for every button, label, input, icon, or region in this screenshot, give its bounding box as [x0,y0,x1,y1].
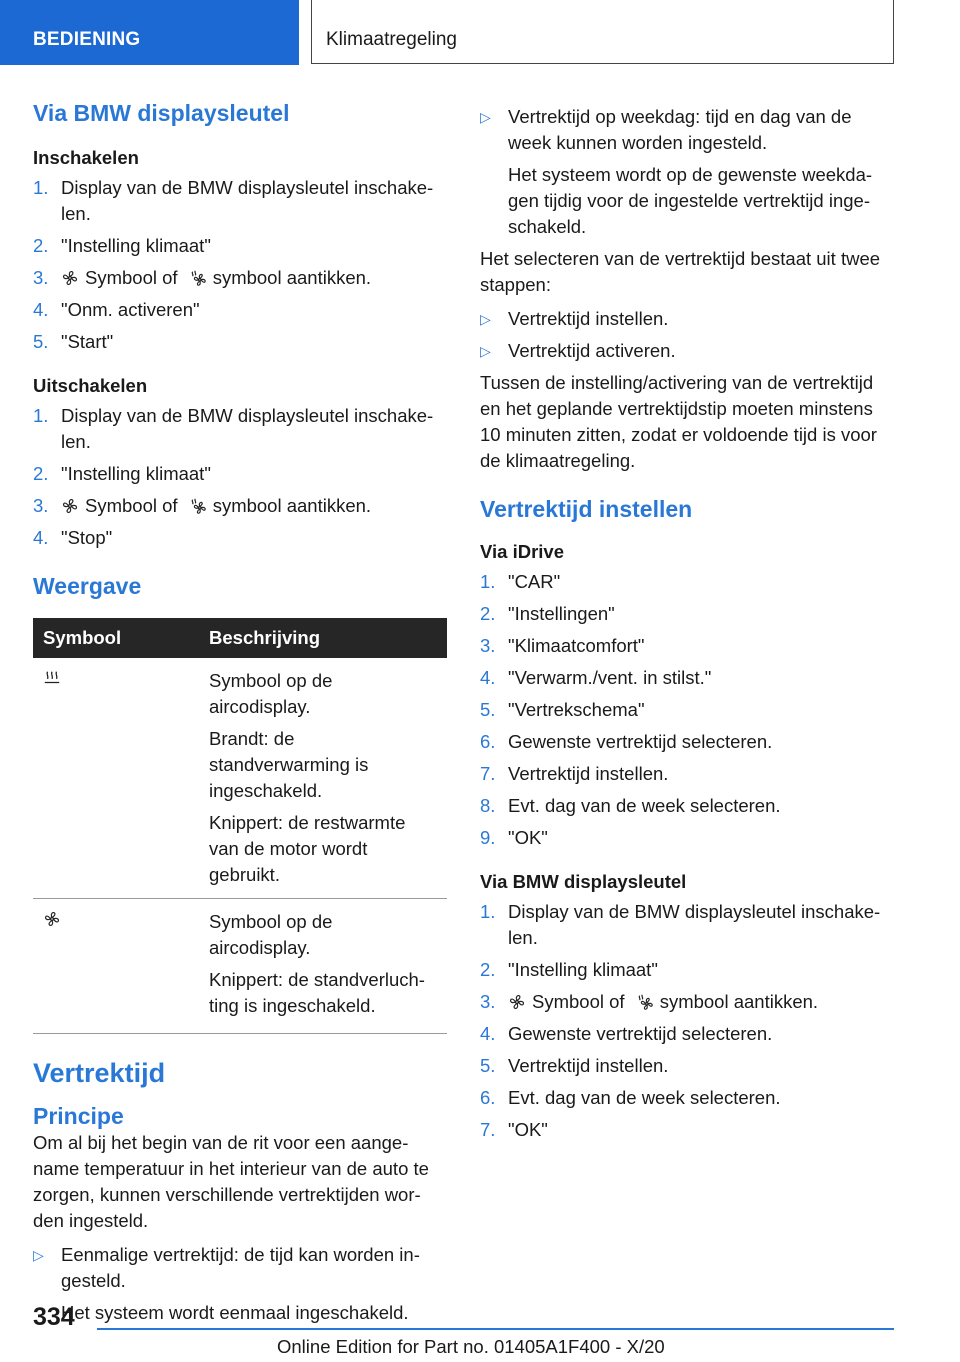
ventilation-icon [61,269,79,287]
ventilation-icon [508,993,526,1011]
left-column [33,100,447,1332]
list-item: 6. Evt. dag van de week selecteren. [480,1087,781,1108]
list-item: 3. Symbool of symbool aantikken. [33,267,372,288]
list-item: 7. "OK" [480,1119,548,1140]
list-item: 7. Vertrektijd instellen. [480,763,669,784]
list-item: ▷ Eenmalige vertrektijd: de tijd kan worden in-gesteld. Het systeem wordt eenmaal ingeschakeld. [33,1244,420,1323]
set-title: Vertrektijd instellen [480,496,693,522]
chapter-tab [311,0,894,64]
principle-text: Om al bij het begin van de rit voor een aange-name temperatuur in het interieur van de auto te zorgen, kunnen verschillende vertrektijden wor-den ingesteld. [33,1132,429,1231]
table-row: Symbool op de aircodisplay. Knippert: de standverluch-ting is ingeschakeld. [33,899,447,1034]
list-item: 8. Evt. dag van de week selecteren. [480,795,781,816]
heating-ventilation-icon [189,497,207,515]
switch-on-title: Inschakelen [33,147,139,168]
bullet-icon: ▷ [33,1247,44,1263]
idrive-title: Via iDrive [480,541,564,562]
list-item: 5. Vertrektijd instellen. [480,1055,669,1076]
ventilation-icon [61,497,79,515]
list-item: ▷ Vertrektijd instellen. [480,306,896,332]
list-item: 3. Symbool of symbool aantikken. [33,495,372,516]
edition-text: Online Edition for Part no. 01405A1F400 - X/20 [277,1336,665,1357]
list-item: 1. Display van de BMW displaysleutel inschake-len. [33,405,434,452]
switch-on-steps [33,175,447,355]
list-item: ▷ Vertrektijd op weekdag: tijd en dag van de week kunnen worden ingesteld. Het systeem wordt op de gewenste weekda-gen tijdig voor de ingestelde vertrektijd inge-schakeld. [480,106,873,237]
note-text: Tussen de instelling/activering van de vertrektijd en het geplande vertrektijdstip moeten minstens 10 minuten zitten, zodat er voldoende tijd is voor de klimaatregeling. [480,372,877,471]
bullet-icon: ▷ [480,109,491,125]
table-header: Symbool [33,618,199,658]
heating-icon [43,669,61,687]
departure-type-list [33,1242,447,1326]
two-steps-text: Het selecteren van de vertrektijd bestaat uit twee stappen: [480,248,881,295]
list-item: 3. Symbool of symbool aantikken. [480,991,819,1012]
bullet-icon: ▷ [480,343,491,359]
list-item: 1. Display van de BMW displaysleutel inschake-len. [33,177,434,224]
key-steps [480,899,896,1143]
departure-type-list-cont [480,104,896,240]
list-item: 4. "Verwarm./vent. in stilst." [480,667,712,688]
list-item: 9. "OK" [480,827,548,848]
page-number: 334 [33,1303,75,1331]
list-item: 4. Gewenste vertrektijd selecteren. [480,1023,773,1044]
display-title: Weergave [33,573,142,599]
list-item: 5. "Vertrekschema" [480,699,645,720]
section-tab [0,0,299,65]
switch-off-title: Uitschakelen [33,375,148,396]
section-label: BEDIENING [33,29,141,50]
list-item: 2. "Instelling klimaat" [480,959,658,980]
list-item: 2. "Instelling klimaat" [33,235,211,256]
heating-ventilation-icon [189,269,207,287]
key-title: Via BMW displaysleutel [480,871,687,892]
list-item: 3. "Klimaatcomfort" [480,635,645,656]
list-item: 4. "Stop" [33,527,113,548]
switch-off-steps [33,403,447,551]
list-item: 2. "Instellingen" [480,603,615,624]
list-item: 1. "CAR" [480,571,561,592]
heating-ventilation-icon [636,993,654,1011]
idrive-steps [480,569,896,851]
departure-title: Vertrektijd [33,1058,166,1088]
list-item: 4. "Onm. activeren" [33,299,200,320]
table-row: Symbool op de aircodisplay. Brandt: de standverwarming is ingeschakeld. Knippert: de restwarmte van de motor wordt gebruikt. [33,658,447,899]
footer-divider [97,1328,894,1330]
principle-title: Principe [33,1103,124,1129]
list-item: 2. "Instelling klimaat" [33,463,211,484]
two-steps-list [480,306,896,364]
table-header: Beschrijving [199,618,447,658]
list-item: 5. "Start" [33,331,114,352]
list-item: 6. Gewenste vertrektijd selecteren. [480,731,773,752]
list-item: ▷ Vertrektijd activeren. [480,338,896,364]
bullet-icon: ▷ [480,311,491,327]
chapter-label: Klimaatregeling [326,29,457,50]
via-key-title: Via BMW displaysleutel [33,100,290,126]
list-item: 1. Display van de BMW displaysleutel inschake-len. [480,901,881,948]
symbol-table [33,618,447,1034]
ventilation-icon [43,910,61,928]
right-column [480,104,896,1149]
